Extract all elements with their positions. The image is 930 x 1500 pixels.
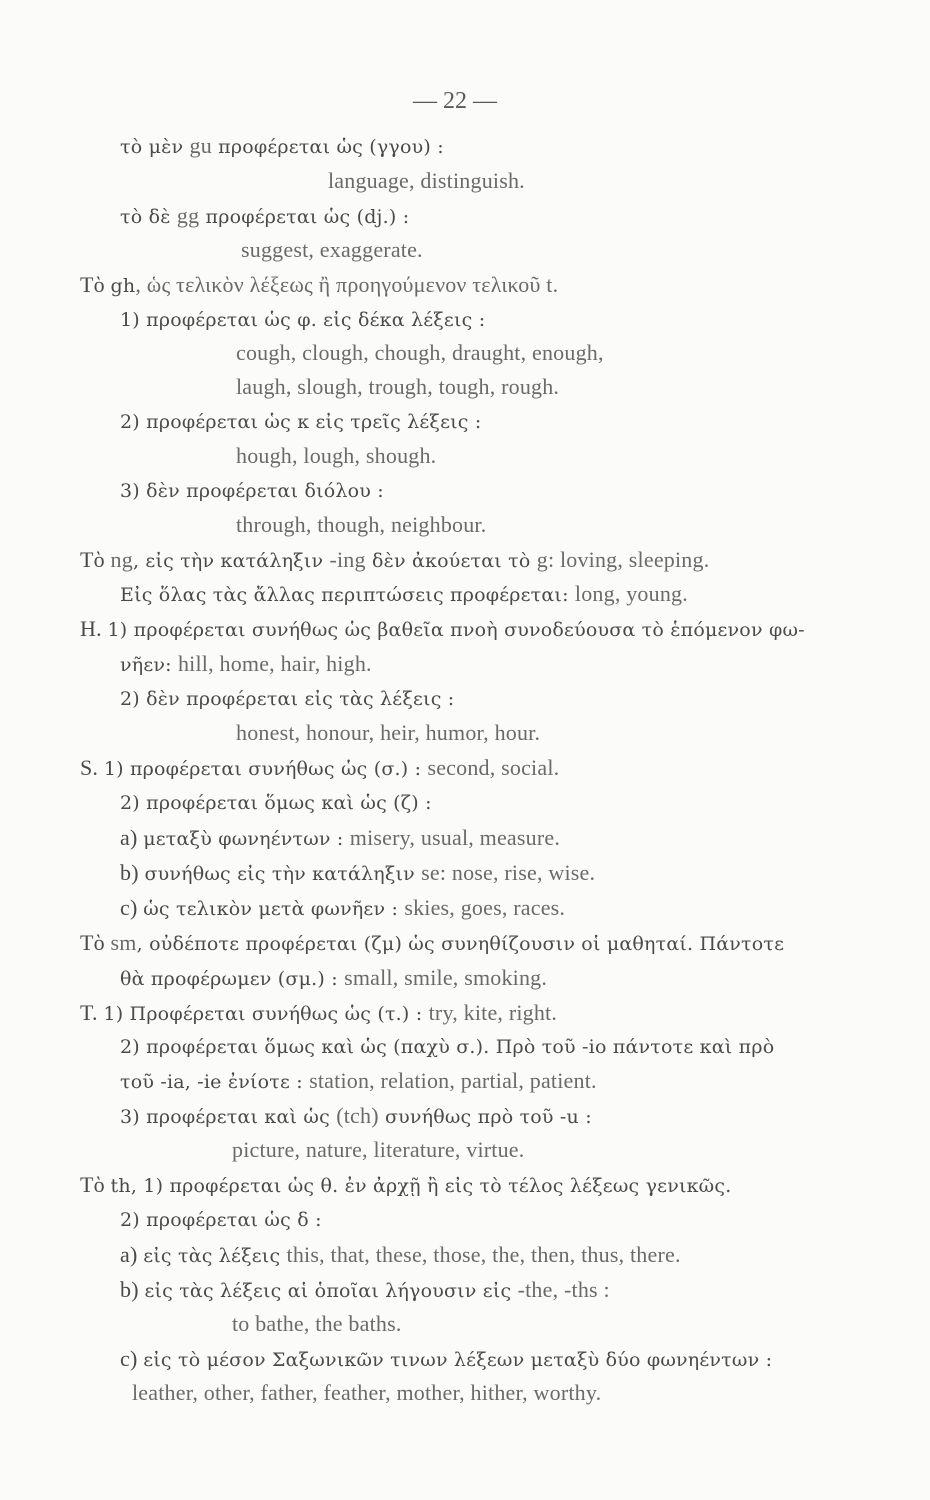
text-line-36: c) εἰς τὸ μέσον Σαξωνικῶν τινων λέξεων μεταξὺ δύο φωνηέντων : [120, 1346, 773, 1371]
text-line-37: leather, other, father, feather, mother, hither, worthy. [132, 1380, 602, 1405]
text-line-6: 1) προφέρεται ὡς φ. εἰς δέκα λέξεις : [120, 309, 486, 331]
text-line-23: c) ὡς τελικὸν μετὰ φωνῆεν : skies, goes, races. [120, 895, 566, 920]
text-line-28: τοῦ -ia, -ie ἐνίοτε : station, relation, partial, patient. [120, 1068, 597, 1093]
text-line-7: cough, clough, chough, draught, enough, [236, 340, 604, 365]
text-line-9: 2) προφέρεται ὡς κ εἰς τρεῖς λέξεις : [120, 411, 482, 433]
text-line-24: Τὸ sm, οὐδέποτε προφέρεται (ζμ) ὡς συνηθίζουσιν οἱ μαθηταί. Πάντοτε [80, 930, 785, 955]
text-line-12: through, though, neighbour. [236, 512, 487, 537]
text-line-29: 3) προφέρεται καὶ ὡς (tch) συνήθως πρὸ τοῦ -u : [120, 1103, 592, 1128]
text-line-2: language, distinguish. [328, 168, 525, 193]
text-line-32: 2) προφέρεται ὡς δ : [120, 1209, 322, 1231]
text-line-11: 3) δὲν προφέρεται διόλου : [120, 480, 384, 502]
text-line-15: H. 1) προφέρεται συνήθως ὡς βαθεῖα πνοὴ συνοδεύουσα τὸ ἑπόμενον φω- [80, 616, 805, 641]
page-number: — 22 — [413, 88, 497, 114]
text-line-13: Τὸ ng, εἰς τὴν κατάληξιν -ing δὲν ἀκούεται τὸ g: loving, sleeping. [80, 547, 710, 572]
text-line-17: 2) δὲν προφέρεται εἰς τὰς λέξεις : [120, 688, 455, 710]
text-line-22: b) συνήθως εἰς τὴν κατάληξιν se: nose, rise, wise. [120, 860, 596, 885]
text-line-10: hough, lough, shough. [236, 443, 437, 468]
text-line-35: to bathe, the baths. [232, 1311, 402, 1336]
text-line-18: honest, honour, heir, humor, hour. [236, 720, 541, 745]
text-line-21: a) μεταξὺ φωνηέντων : misery, usual, measure. [120, 825, 561, 850]
text-line-27: 2) προφέρεται ὅμως καὶ ὡς (παχὺ σ.). Πρὸ τοῦ -io πάντοτε καὶ πρὸ [120, 1036, 775, 1058]
text-line-1: τὸ μὲν gu προφέρεται ὡς (γγου) : [120, 133, 444, 158]
text-line-16: νῆεν: hill, home, hair, high. [120, 651, 372, 676]
text-line-8: laugh, slough, trough, tough, rough. [236, 374, 560, 399]
text-line-30: picture, nature, literature, virtue. [232, 1137, 525, 1162]
text-line-34: b) εἰς τὰς λέξεις αἱ ὁποῖαι λήγουσιν εἰς -the, -ths : [120, 1277, 610, 1302]
text-line-20: 2) προφέρεται ὅμως καὶ ὡς (ζ) : [120, 792, 432, 814]
text-line-26: T. 1) Προφέρεται συνήθως ὡς (τ.) : try, kite, right. [80, 1000, 558, 1025]
text-line-31: Τὸ th, 1) προφέρεται ὡς θ. ἐν ἀρχῇ ἢ εἰς τὸ τέλος λέξεως γενικῶς. [80, 1172, 732, 1197]
text-line-33: a) εἰς τὰς λέξεις this, that, these, those, the, then, thus, there. [120, 1242, 681, 1267]
text-line-5: Τὸ gh, ὡς τελικὸν λέξεως ἢ προηγούμενον τελικοῦ t. [80, 272, 559, 297]
text-line-4: suggest, exaggerate. [241, 237, 423, 262]
text-line-19: S. 1) προφέρεται συνήθως ὡς (σ.) : second, social. [80, 755, 560, 780]
text-line-25: θὰ προφέρωμεν (σμ.) : small, smile, smoking. [120, 965, 548, 990]
text-line-3: τὸ δὲ gg προφέρεται ὡς (dj.) : [120, 203, 410, 228]
text-line-14: Εἰς ὅλας τὰς ἄλλας περιπτώσεις προφέρεται: long, young. [120, 581, 688, 606]
